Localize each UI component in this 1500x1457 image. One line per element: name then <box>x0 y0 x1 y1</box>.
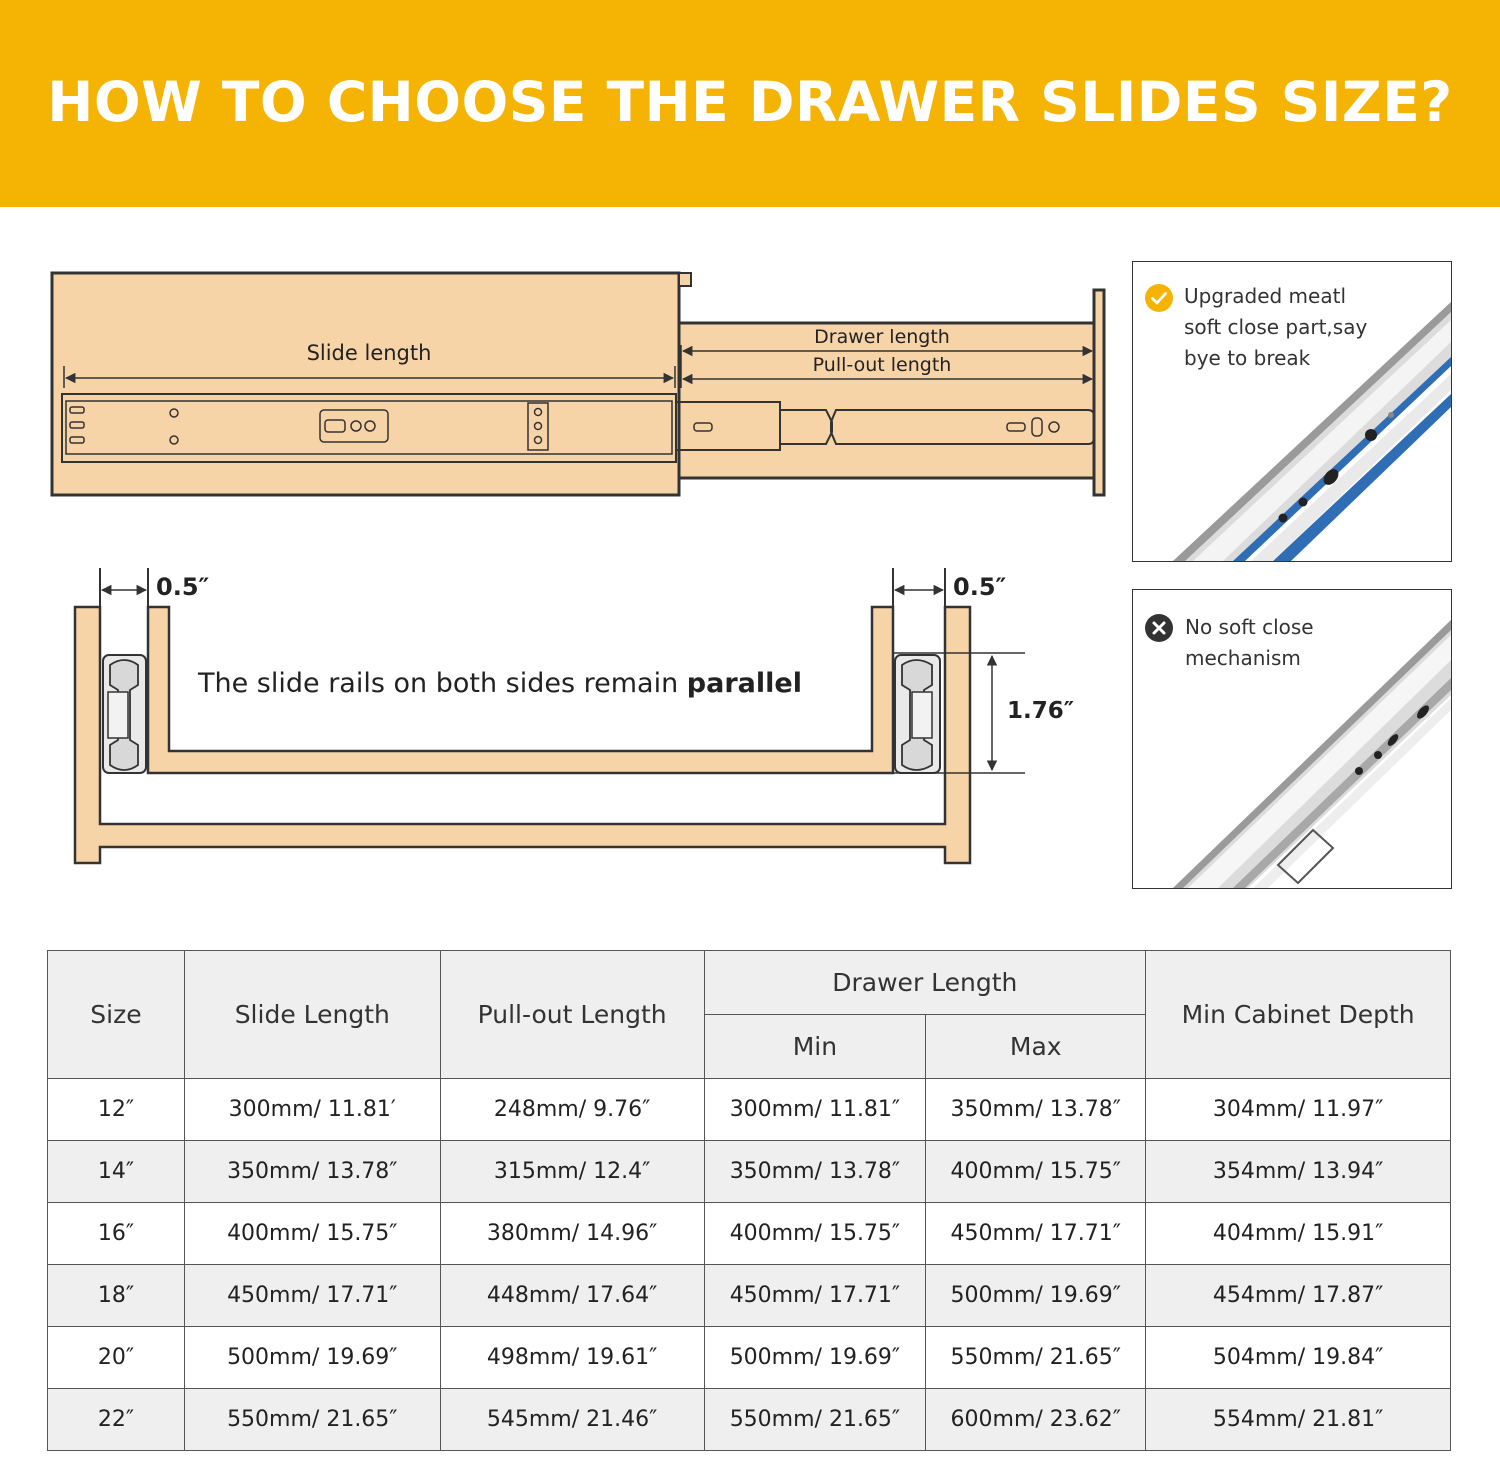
cell-pullout-length: 545mm/ 21.46″ <box>440 1389 704 1451</box>
cell-pullout-length: 448mm/ 17.64″ <box>440 1265 704 1327</box>
drawer-length-label: Drawer length <box>814 326 950 348</box>
check-circle-icon <box>1145 284 1173 312</box>
card-line: soft close part,say <box>1184 315 1368 339</box>
left-slide-profile <box>103 655 146 773</box>
cell-cabinet-depth: 504mm/ 19.84″ <box>1146 1327 1451 1389</box>
cell-drawer-max: 500mm/ 19.69″ <box>926 1265 1146 1327</box>
cell-cabinet-depth: 404mm/ 15.91″ <box>1146 1203 1451 1265</box>
table-row <box>48 1203 1451 1265</box>
parallel-note <box>197 668 802 699</box>
header-banner <box>0 0 1500 207</box>
cell-drawer-min: 450mm/ 17.71″ <box>704 1265 926 1327</box>
size-chart-table <box>47 950 1451 1451</box>
cell-drawer-max: 450mm/ 17.71″ <box>926 1203 1146 1265</box>
cell-pullout-length: 380mm/ 14.96″ <box>440 1203 704 1265</box>
cell-size: 18″ <box>48 1265 185 1327</box>
cell-size: 20″ <box>48 1327 185 1389</box>
cell-drawer-max: 600mm/ 23.62″ <box>926 1389 1146 1451</box>
table-row <box>48 1141 1451 1203</box>
no-soft-close-text <box>1185 612 1314 674</box>
cell-drawer-max: 550mm/ 21.65″ <box>926 1327 1146 1389</box>
height-label: 1.76″ <box>1007 698 1075 724</box>
soft-close-text <box>1184 281 1367 374</box>
cell-drawer-min: 550mm/ 21.65″ <box>704 1389 926 1451</box>
page-title: HOW TO CHOOSE THE DRAWER SLIDES SIZE? <box>47 70 1453 134</box>
parallel-note-text: The slide rails on both sides remain <box>198 668 687 699</box>
x-circle-icon <box>1145 614 1173 642</box>
header-min: Min <box>704 1015 926 1079</box>
no-soft-close-card <box>1132 589 1452 889</box>
card-line: bye to break <box>1184 346 1311 370</box>
cell-size: 12″ <box>48 1079 185 1141</box>
cell-pullout-length: 498mm/ 19.61″ <box>440 1327 704 1389</box>
header-min-cabinet-depth: Min Cabinet Depth <box>1146 951 1451 1079</box>
cell-cabinet-depth: 554mm/ 21.81″ <box>1146 1389 1451 1451</box>
header-pullout-length: Pull-out Length <box>440 951 704 1079</box>
cell-slide-length: 300mm/ 11.81′ <box>184 1079 440 1141</box>
cell-pullout-length: 248mm/ 9.76″ <box>440 1079 704 1141</box>
cell-cabinet-depth: 454mm/ 17.87″ <box>1146 1265 1451 1327</box>
slide-length-label: Slide length <box>306 341 432 365</box>
cell-size: 14″ <box>48 1141 185 1203</box>
card-line: No soft close <box>1185 615 1314 639</box>
table-row <box>48 1327 1451 1389</box>
pullout-length-label: Pull-out length <box>812 354 952 376</box>
right-gap-label: 0.5″ <box>953 573 1007 601</box>
header-drawer-length: Drawer Length <box>704 951 1146 1015</box>
card-line: mechanism <box>1185 646 1301 670</box>
cell-slide-length: 350mm/ 13.78″ <box>184 1141 440 1203</box>
cell-cabinet-depth: 304mm/ 11.97″ <box>1146 1079 1451 1141</box>
left-gap-label: 0.5″ <box>156 573 210 601</box>
cell-drawer-min: 400mm/ 15.75″ <box>704 1203 926 1265</box>
header-max: Max <box>926 1015 1146 1079</box>
cell-drawer-min: 500mm/ 19.69″ <box>704 1327 926 1389</box>
side-view <box>52 273 1104 495</box>
cell-cabinet-depth: 354mm/ 13.94″ <box>1146 1141 1451 1203</box>
cell-drawer-min: 300mm/ 11.81″ <box>704 1079 926 1141</box>
table-row <box>48 1079 1451 1141</box>
header-slide-length: Slide Length <box>184 951 440 1079</box>
cell-slide-length: 400mm/ 15.75″ <box>184 1203 440 1265</box>
cell-slide-length: 550mm/ 21.65″ <box>184 1389 440 1451</box>
cell-drawer-max: 350mm/ 13.78″ <box>926 1079 1146 1141</box>
card-line: Upgraded meatl <box>1184 284 1347 308</box>
cabinet-frame <box>75 607 970 863</box>
header-size: Size <box>48 951 185 1079</box>
cell-slide-length: 450mm/ 17.71″ <box>184 1265 440 1327</box>
cell-size: 16″ <box>48 1203 185 1265</box>
parallel-note-bold: parallel <box>686 668 802 699</box>
table-row <box>48 1389 1451 1451</box>
cell-drawer-min: 350mm/ 13.78″ <box>704 1141 926 1203</box>
drawer-slide-diagram <box>0 207 1120 907</box>
cell-size: 22″ <box>48 1389 185 1451</box>
cabinet-lip <box>679 273 691 286</box>
table-row <box>48 1265 1451 1327</box>
drawer-front <box>1094 290 1104 495</box>
cell-pullout-length: 315mm/ 12.4″ <box>440 1141 704 1203</box>
right-slide-profile <box>895 655 940 773</box>
cell-drawer-max: 400mm/ 15.75″ <box>926 1141 1146 1203</box>
soft-close-card <box>1132 261 1452 562</box>
front-view <box>75 568 1074 863</box>
cell-slide-length: 500mm/ 19.69″ <box>184 1327 440 1389</box>
